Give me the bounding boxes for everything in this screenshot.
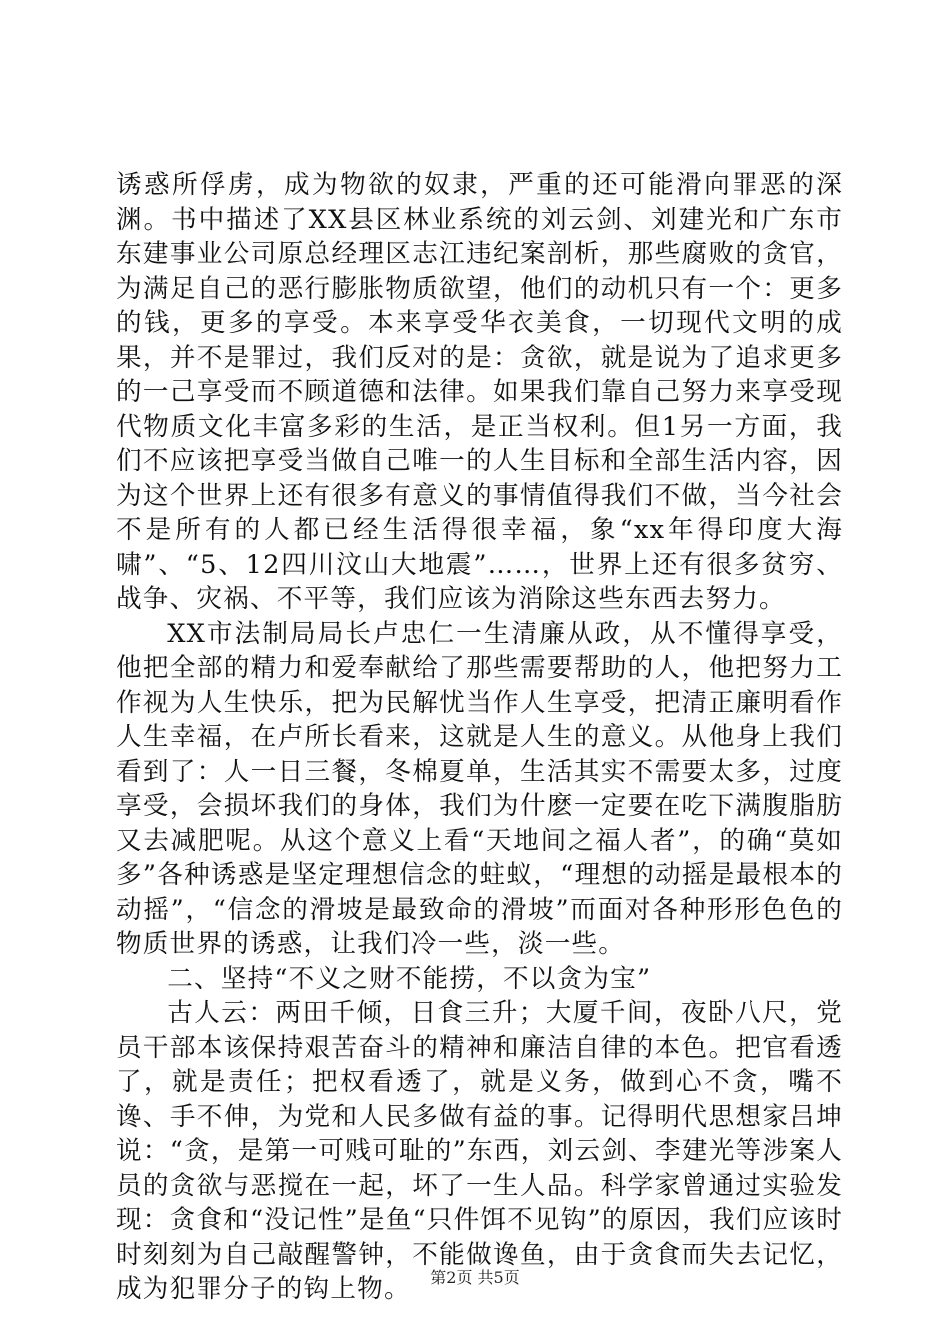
paragraph-2: XX市法制局局长卢忠仁一生清廉从政，从不懂得享受，他把全部的精力和爱奉献给了那些需要帮助的人，他把努力工作视为人生快乐，把为民解忧当作人生享受，把清正廉明看作人生幸福，在卢所长看来，这就是人生的意义。从他身上我们看到了：人一日三餐，冬棉夏单，生活其实不需要太多，过度享受，会损坏我们的身体，我们为什麽一定要在吃下满腹脂肪又去减肥呢。从这个意义上看“天地间之福人者”，的确“莫如多”各种诱惑是坚定理想信念的蛀蚁，“理想的动摇是最根本的动摇”，“信念的滑坡是最致命的滑坡”而面对各种形形色色的物质世界的诱惑，让我们冷一些，淡一些。 [116, 618, 843, 959]
paragraph-1: 诱惑所俘虏，成为物欲的奴隶，严重的还可能滑向罪恶的深渊。书中描述了XX县区林业系统的刘云剑、刘建光和广东市东建事业公司原总经理区志江违纪案剖析，那些腐败的贪官，为满足自己的恶行膨胀物质欲望，他们的动机只有一个：更多的钱，更多的享受。本来享受华衣美食，一切现代文明的成果，并不是罪过，我们反对的是：贪欲，就是说为了追求更多的一己享受而不顾道德和法律。如果我们靠自己努力来享受现代物质文化丰富多彩的生活，是正当权利。但1另一方面，我们不应该把享受当做自己唯一的人生目标和全部生活内容，因为这个世界上还有很多有意义的事情值得我们不做，当今社会不是所有的人都已经生活得很幸福，象“xx年得印度大海啸”、“5、12四川汶山大地震”……，世界上还有很多贫穷、战争、灾祸、不平等，我们应该为消除这些东西去努力。 [116, 170, 843, 614]
paragraph-4: 古人云：两田千倾，日食三升；大厦千间，夜卧八尺，党员干部本该保持艰苦奋斗的精神和廉洁自律的本色。把官看透了，就是责任；把权看透了，就是义务，做到心不贪，嘴不谗、手不伸，为党和人民多做有益的事。记得明代思想家吕坤说：“贪，是第一可贱可耻的”东西，刘云剑、李建光等涉案人员的贪欲与恶搅在一起，坏了一生人品。科学家曾通过实验发现：贪食和“没记性”是鱼“只件饵不见钩”的原因，我们应该时时刻刻为自己敲醒警钟，不能做谗鱼，由于贪食而失去记忆，成为犯罪分子的钩上物。 [116, 998, 843, 1304]
page-number-label: 第2页 共5页 [430, 1268, 520, 1287]
section-heading: 二、坚持“不义之财不能捞，不以贪为宝” [167, 963, 652, 994]
document-body [116, 168, 843, 1307]
page-footer [0, 1268, 950, 1288]
